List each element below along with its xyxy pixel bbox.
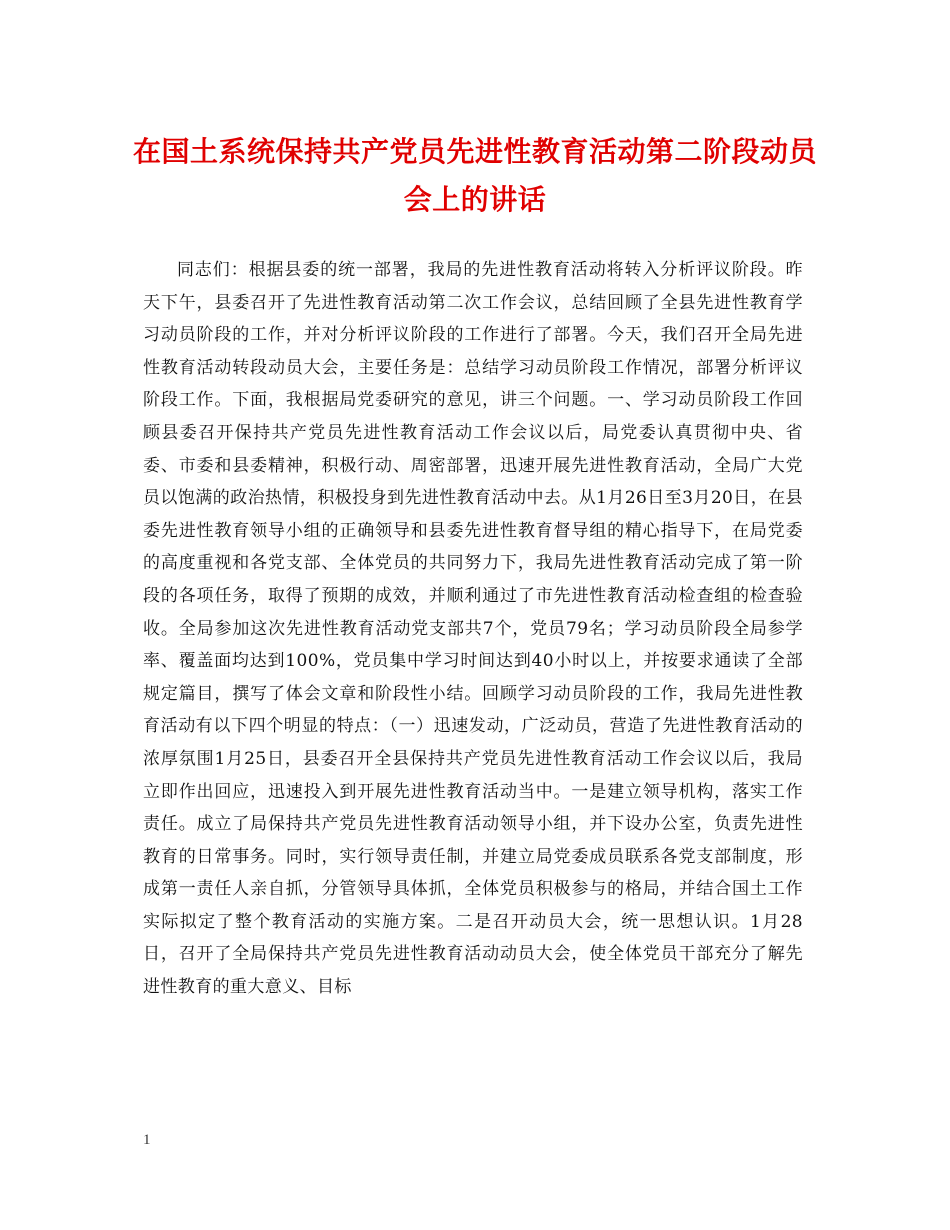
document-title: 在国土系统保持共产党员先进性教育活动第二阶段动员会上的讲话 (132, 135, 817, 216)
page-number: 1 (143, 1132, 151, 1148)
speech-body-paragraph: 同志们：根据县委的统一部署，我局的先进性教育活动将转入分析评议阶段。昨天下午，县委召开了先进性教育活动第二次工作会议，总结回顾了全县先进性教育学习动员阶段的工作，并对分析评议阶段的工作进行了部署。今天，我们召开全局先进性教育活动转段动员大会，主要任务是：总结学习动员阶段工作情况，部署分析评议阶段工作。下面，我根据局党委研究的意见，讲三个问题。一、学习动员阶段工作回顾县委召开保持共产党员先进性教育活动工作会议以后，局党委认真贯彻中央、省委、市委和县委精神，积极行动、周密部署，迅速开展先进性教育活动，全局广大党员以饱满的政治热情，积极投身到先进性教育活动中去。从1月26日至3月20日，在县委先进性教育领导小组的正确领导和县委先进性教育督导组的精心指导下，在局党委的高度重视和各党支部、全体党员的共同努力下，我局先进性教育活动完成了第一阶段的各项任务，取得了预期的成效，并顺利通过了市先进性教育活动检查组的检查验收。全局参加这次先进性教育活动党支部共7个，党员79名；学习动员阶段全局参学率、覆盖面均达到100%，党员集中学习时间达到40小时以上，并按要求通读了全部规定篇目，撰写了体会文章和阶段性小结。回顾学习动员阶段的工作，我局先进性教育活动有以下四个明显的特点：（一）迅速发动，广泛动员，营造了先进性教育活动的浓厚氛围1月25日，县委召开全县保持共产党员先进性教育活动工作会议以后，我局立即作出回应，迅速投入到开展先进性教育活动当中。一是建立领导机构，落实工作责任。成立了局保持共产党员先进性教育活动领导小组，并下设办公室，负责先进性教育的日常事务。同时，实行领导责任制，并建立局党委成员联系各党支部制度，形成第一责任人亲自抓，分管领导具体抓，全体党员积极参与的格局，并结合国土工作实际拟定了整个教育活动的实施方案。二是召开动员大会，统一思想认识。1月28日，召开了全局保持共产党员先进性教育活动动员大会，使全体党员干部充分了解先进性教育的重大意义、目标 (143, 260, 803, 998)
